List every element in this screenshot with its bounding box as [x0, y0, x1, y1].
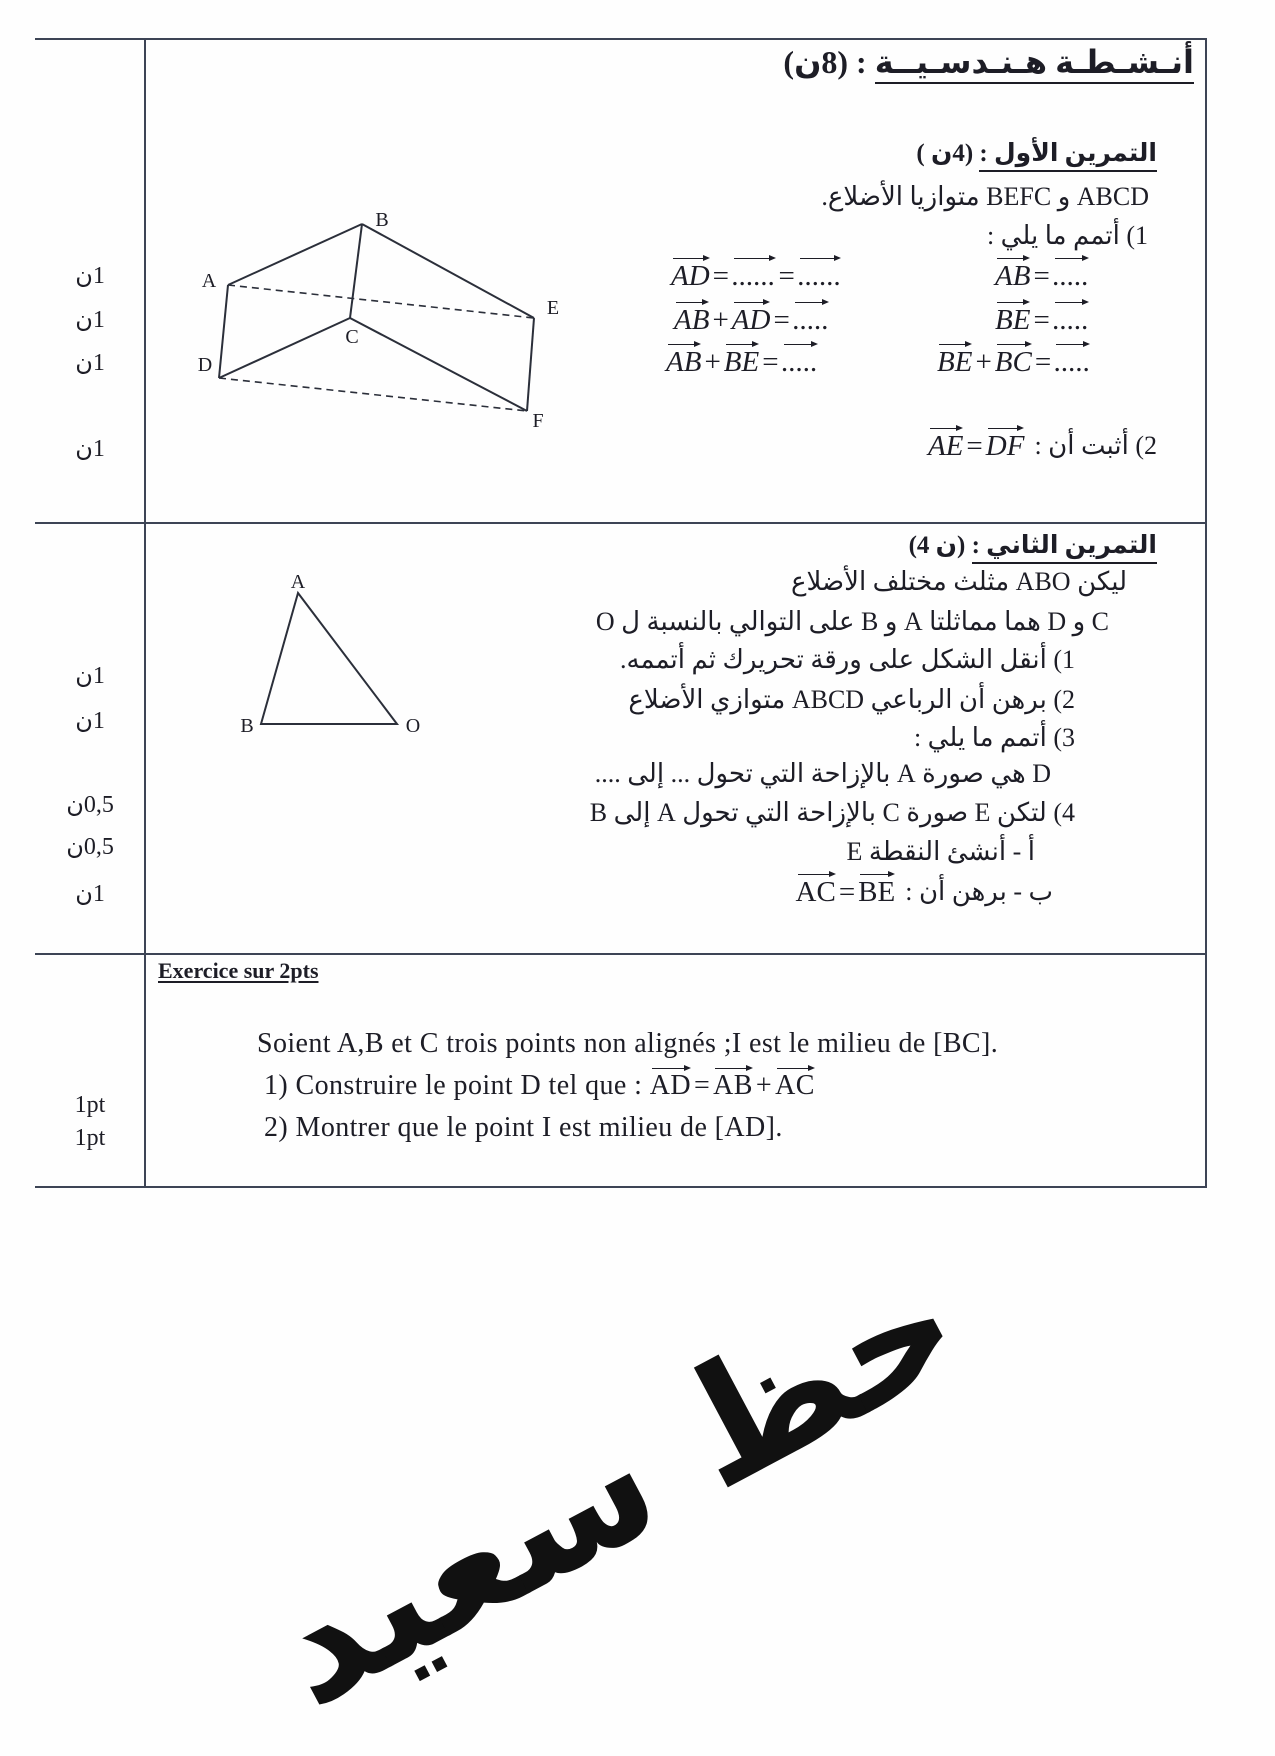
row-divider-1	[35, 522, 1207, 524]
triangle-ABO	[261, 593, 397, 724]
vector-term: AB	[713, 1066, 753, 1100]
score-ex3-1: 1pt	[74, 1092, 106, 1118]
vector-blank: ......	[732, 256, 776, 291]
operator: +	[755, 1070, 773, 1101]
exercise1-question1: 1) أتمم ما يلي :	[986, 221, 1148, 250]
score-ex2-5: 1ن	[75, 881, 105, 907]
vector-term: BC	[995, 342, 1032, 377]
edge-BC	[350, 224, 362, 318]
score-ex1-4: 1ن	[75, 436, 105, 462]
vertex-label-B: B	[375, 209, 389, 231]
exercise1-question2-label: 2) أثبت أن :	[1034, 431, 1157, 460]
vector-blank: .....	[793, 300, 829, 335]
row-divider-2	[35, 953, 1207, 955]
exercise1-question2-equation	[928, 426, 1024, 466]
exercise2-question-4: 4) لتكن E صورة C بالإزاحة التي تحول A إلى B	[589, 798, 1075, 827]
operator: =	[966, 430, 983, 462]
exercise2-line-2: C و D هما مماثلتا A و B على التوالي بالنسبة ل O	[595, 607, 1109, 636]
scores-column-divider	[144, 38, 146, 1188]
vector-term: AD	[671, 256, 710, 291]
exercise2-title-text: التمرين الثاني :	[972, 532, 1157, 564]
operator: =	[762, 346, 779, 378]
operator: +	[975, 346, 992, 378]
vector-term: AC	[775, 1066, 815, 1100]
score-ex2-1: 1ن	[75, 663, 105, 689]
operator: =	[712, 260, 730, 292]
table-right-border	[1205, 38, 1207, 1188]
dashed-edge-AE	[228, 285, 534, 318]
exercise1-equation-left-3	[666, 342, 818, 382]
vector-blank: .....	[1054, 342, 1090, 377]
vector-term: BE	[937, 342, 972, 377]
exercise2-question-4b-equation	[796, 872, 896, 912]
exercise2-line-1: ليكن ABO مثلث مختلف الأضلاع	[791, 567, 1127, 596]
vector-term: BE	[858, 872, 895, 907]
exercise2-question-1: 1) أنقل الشكل على ورقة تحريرك ثم أتممه.	[620, 645, 1075, 674]
vertex-label-E: E	[546, 297, 560, 319]
exercise3-intro: Soient A,B et C trois points non alignés ;I est le milieu de [BC].	[257, 1028, 999, 1059]
exercise1-equation-right-3	[937, 342, 1090, 382]
score-ex2-4: 0,5ن	[66, 834, 114, 860]
table-top-border	[35, 38, 1207, 40]
exercise1-equation-left-1	[671, 256, 841, 296]
operator: +	[712, 304, 729, 336]
exercise2-question-4b-label: ب - برهن أن :	[905, 877, 1053, 906]
operator: +	[704, 346, 721, 378]
exercise3-title: Exercice sur 2pts	[158, 958, 319, 983]
exercise2-question-3-statement: D هي صورة A بالإزاحة التي تحول ... إلى ....	[594, 759, 1051, 788]
edge-EF	[527, 318, 534, 411]
exercise2-question-3: 3) أتمم ما يلي :	[913, 723, 1075, 752]
edge-AB	[228, 224, 362, 285]
exercise1-points: (4ن )	[916, 140, 974, 167]
exercise1-equation-right-1	[995, 256, 1089, 296]
vector-term: AD	[732, 300, 771, 335]
exercise1-question2	[928, 426, 1157, 466]
vector-blank: .....	[782, 342, 818, 377]
vector-term: AB	[995, 256, 1030, 291]
section-heading-points: : (8ن)	[783, 44, 867, 80]
exercise1-equation-right-2	[995, 300, 1089, 340]
vector-blank: ......	[798, 256, 842, 291]
operator: =	[778, 260, 795, 292]
exercise2-question-2: 2) برهن أن الرباعي ABCD متوازي الأضلاع	[628, 685, 1075, 714]
exercise3-question-2: 2) Montrer que le point I est milieu de [AD].	[264, 1112, 783, 1143]
score-ex1-3: 1ن	[75, 350, 105, 376]
vertex-label-A: A	[290, 571, 306, 593]
operator: =	[1034, 346, 1052, 378]
operator: =	[773, 304, 790, 336]
vertex-label-D: D	[197, 354, 213, 376]
score-ex2-3: 0,5ن	[66, 792, 114, 818]
section-heading-title: أنـشـطـة هـنـدسـيــة	[875, 44, 1194, 84]
score-ex2-2: 1ن	[75, 708, 105, 734]
exercise1-title	[916, 136, 1157, 172]
exercise1-equation-left-2	[674, 300, 829, 340]
vertex-label-F: F	[532, 410, 544, 432]
vector-term: BE	[724, 342, 759, 377]
vector-term: AB	[674, 300, 709, 335]
vector-term: AC	[796, 872, 836, 907]
operator: =	[1033, 304, 1050, 336]
exercise2-question-4a: أ - أنشئ النقطة E	[846, 837, 1035, 866]
exercise2-title	[909, 528, 1157, 564]
edge-AD	[219, 285, 228, 378]
operator: =	[693, 1070, 711, 1101]
score-ex1-2: 1ن	[75, 307, 105, 333]
edge-CF	[350, 318, 527, 411]
operator: =	[838, 876, 856, 908]
score-ex3-2: 1pt	[74, 1125, 106, 1151]
vector-term: BE	[995, 300, 1030, 335]
vector-term: AE	[928, 426, 963, 461]
good-luck-calligraphy: حظ سعيد	[240, 1226, 989, 1743]
exercise3-question-1	[264, 1066, 815, 1105]
exercise3-question-1-label: 1) Construire le point D tel que :	[264, 1070, 643, 1101]
edge-DC	[219, 318, 350, 378]
vertex-label-C: C	[345, 326, 359, 348]
vertex-label-B: B	[240, 715, 254, 737]
exercise2-points: (4 ن)	[908, 532, 966, 559]
figure-double-parallelogram	[198, 209, 559, 432]
table-bottom-border	[35, 1186, 1207, 1188]
vector-term: DF	[986, 426, 1025, 461]
exercise1-statement: ABCD و BEFC متوازيا الأضلاع.	[821, 182, 1149, 211]
dashed-edge-DF	[219, 378, 527, 411]
section-heading	[783, 42, 1194, 84]
exercise1-title-text: التمرين الأول :	[979, 140, 1157, 172]
exercise2-question-4b	[796, 872, 1053, 912]
vector-blank: .....	[1053, 256, 1089, 291]
score-ex1-1: 1ن	[75, 263, 105, 289]
vertex-label-A: A	[201, 270, 217, 292]
operator: =	[1033, 260, 1050, 292]
vector-term: AD	[650, 1066, 691, 1100]
vector-term: AB	[666, 342, 701, 377]
exercise3-question-1-equation	[650, 1066, 815, 1105]
vertex-label-O: O	[405, 715, 421, 737]
edge-BE	[362, 224, 534, 318]
vector-blank: .....	[1053, 300, 1089, 335]
figure-triangle-ABO	[240, 571, 420, 737]
